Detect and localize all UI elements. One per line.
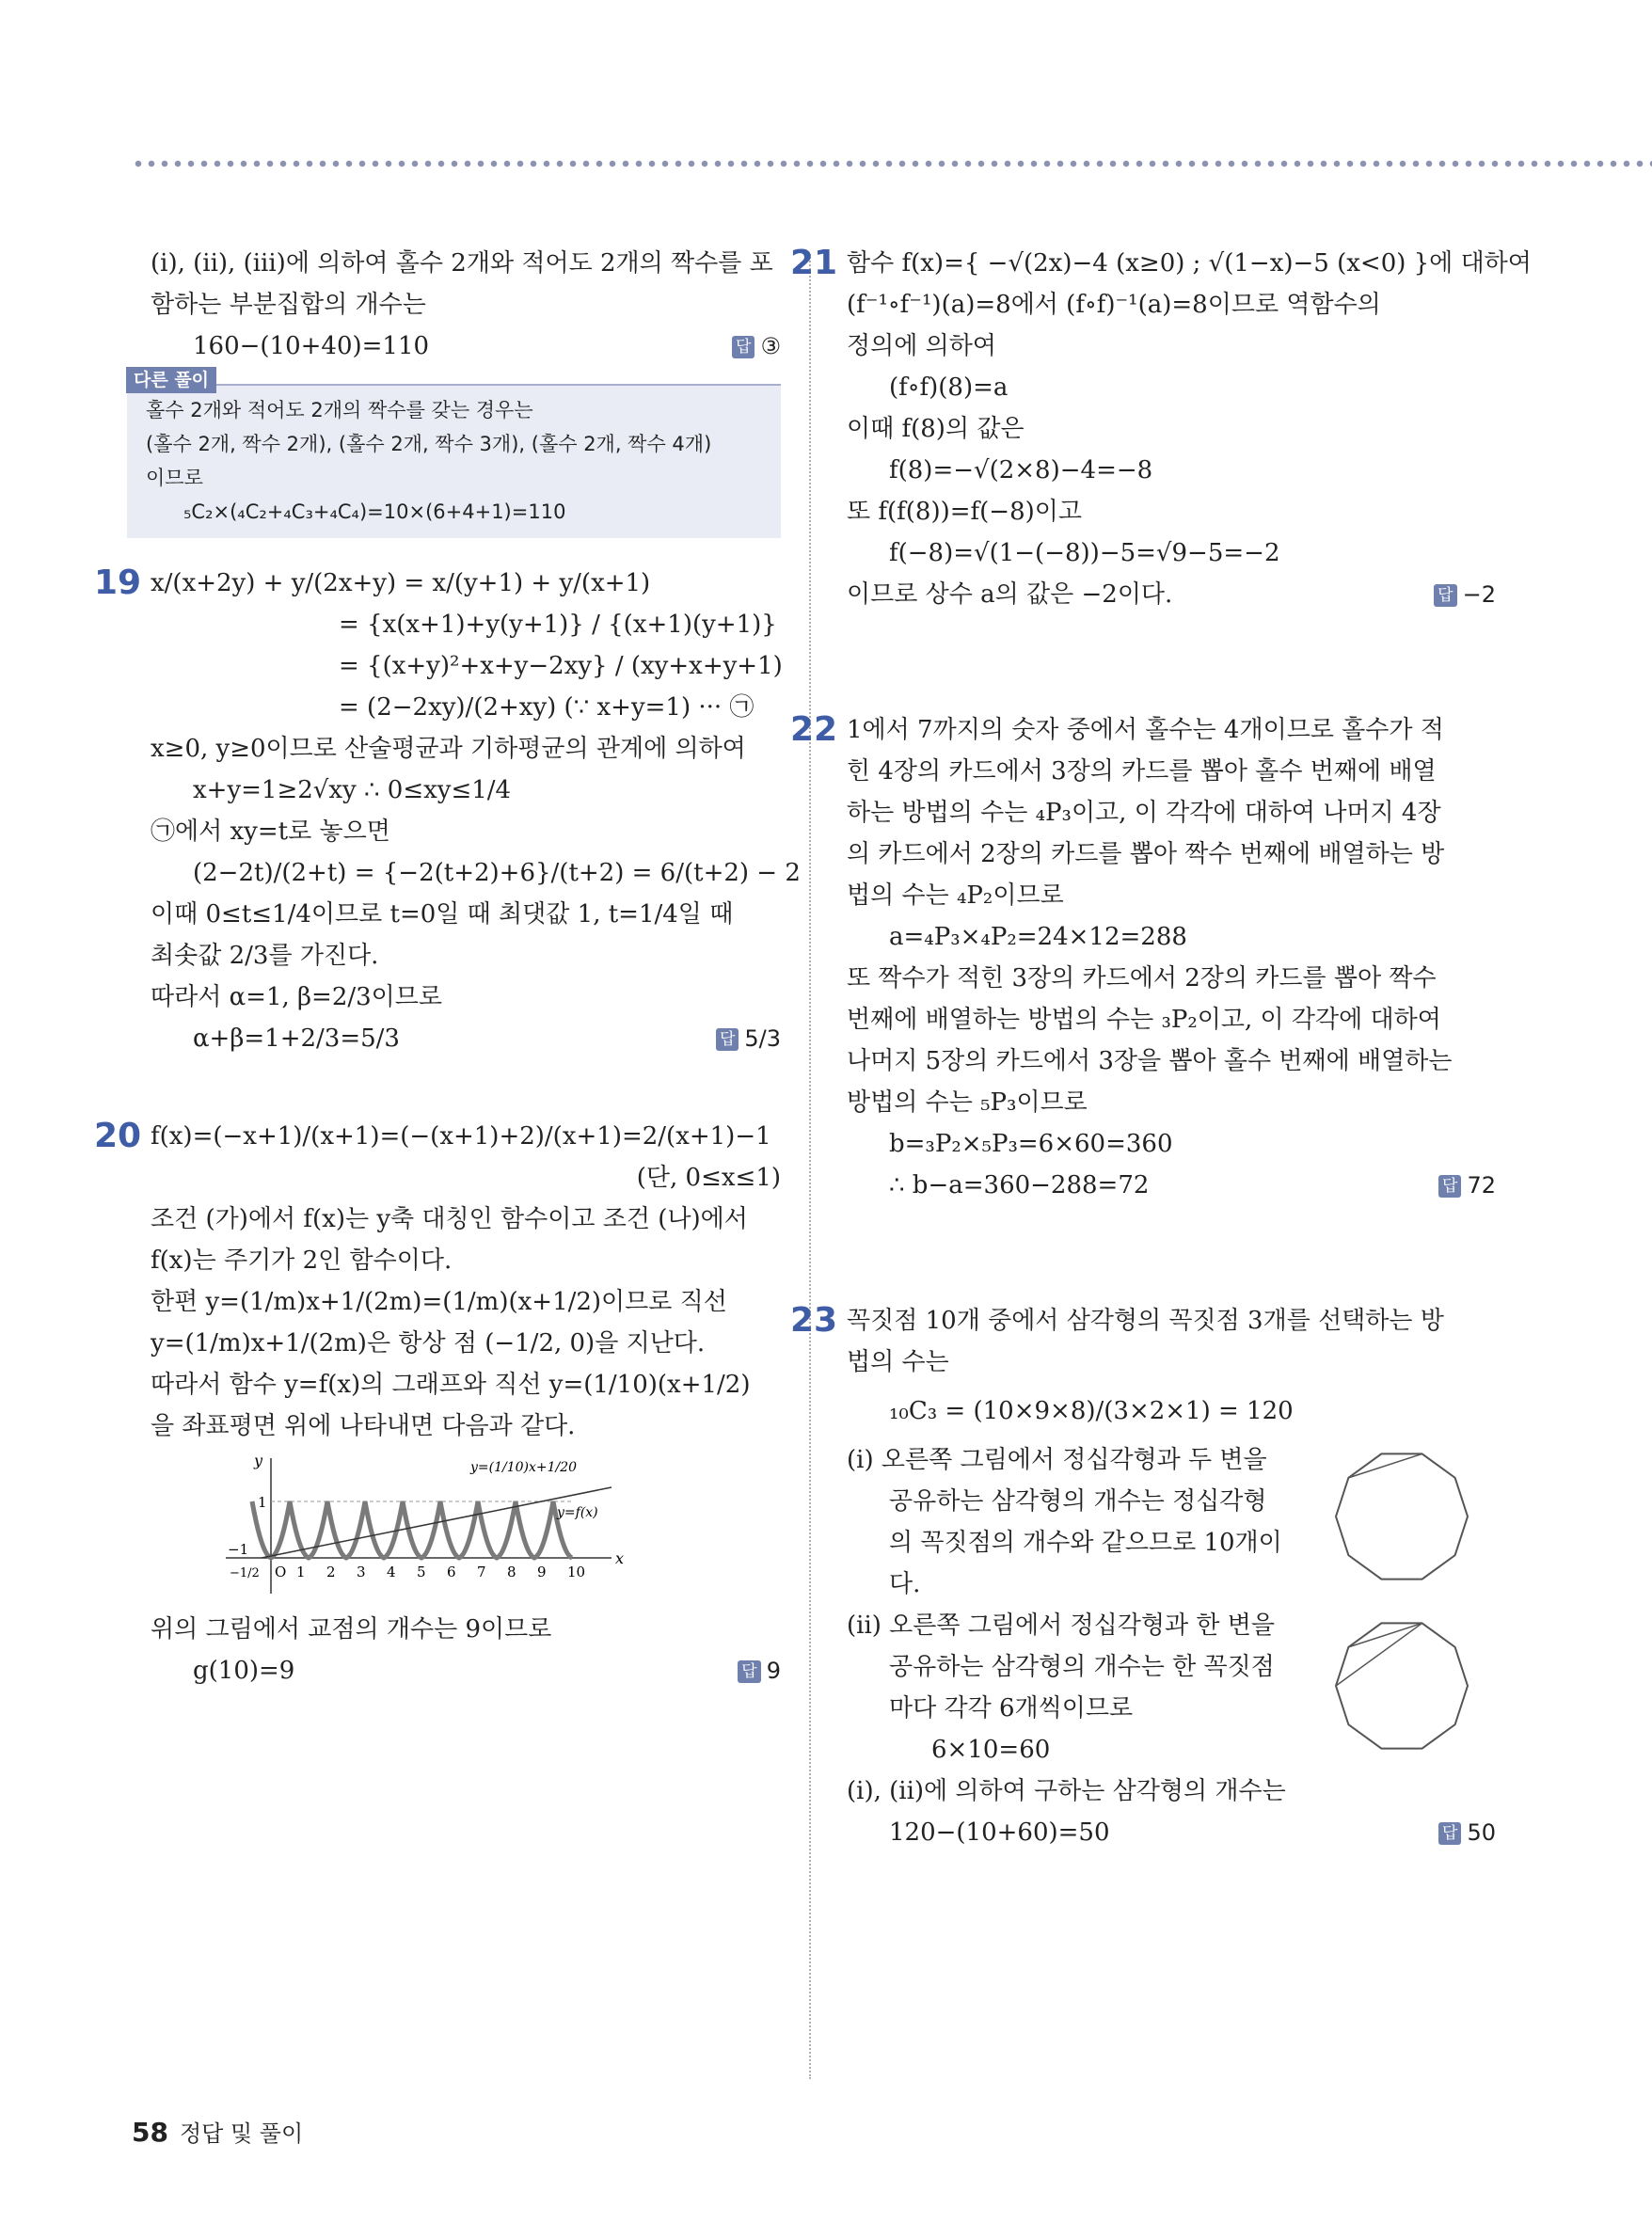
- neg-x-tick: −1: [228, 1541, 249, 1558]
- page-footer: [132, 2115, 303, 2148]
- solution-line: y=(1/m)x+1/(2m)은 항상 점 (−1/2, 0)을 지난다.: [151, 1329, 706, 1358]
- solution-line: (f⁻¹∘f⁻¹)(a)=8에서 (f∘f)⁻¹(a)=8이므로 역함수의: [847, 291, 1381, 319]
- answer-value: −2: [1462, 581, 1496, 608]
- solution-line: 1에서 7까지의 숫자 중에서 홀수는 4개이므로 홀수가 적: [847, 716, 1444, 744]
- answer-value: 72: [1467, 1172, 1496, 1199]
- x-tick-label: 3: [357, 1564, 366, 1580]
- answer-value: 9: [766, 1658, 781, 1684]
- solution-line: [847, 1165, 1496, 1206]
- solution-line: 을 좌표평면 위에 나타내면 다음과 같다.: [151, 1412, 576, 1440]
- solution-line: 꼭짓점 10개 중에서 삼각형의 꼭짓점 3개를 선택하는 방: [847, 1307, 1444, 1335]
- x-tick-label: 2: [326, 1564, 336, 1580]
- y-tick: 1: [258, 1494, 267, 1511]
- solution-line: ₁₀C₃ = (10×9×8)/(3×2×1) = 120: [889, 1397, 1294, 1425]
- solution-line: 위의 그림에서 교점의 개수는 9이므로: [151, 1615, 552, 1643]
- solution-line: 하는 방법의 수는 ₄P₃이고, 이 각각에 대하여 나머지 4장: [847, 799, 1441, 827]
- solution-line: (단, 0≤x≤1): [636, 1164, 781, 1192]
- solution-line: 또 f(f(8))=f(−8)이고: [847, 498, 1082, 526]
- solution-line: 힌 4장의 카드에서 3장의 카드를 뽑아 홀수 번째에 배열: [847, 757, 1437, 786]
- solution-line: f(x)=(−x+1)/(x+1)=(−(x+1)+2)/(x+1)=2/(x+1)−1: [151, 1122, 771, 1151]
- solution-line: 방법의 수는 ₅P₃이므로: [847, 1088, 1088, 1117]
- solution-line: b=₃P₂×₅P₃=6×60=360: [889, 1130, 1173, 1158]
- solution-line: 공유하는 삼각형의 개수는 한 꼭짓점: [889, 1653, 1275, 1681]
- final-formula: g(10)=9: [193, 1657, 295, 1685]
- problem-23: [790, 1300, 1496, 1853]
- problem-19: [94, 563, 801, 1059]
- solution-line: 마다 각각 6개씩이므로: [889, 1694, 1134, 1723]
- solution-line: ㉠에서 xy=t로 놓으면: [151, 818, 390, 846]
- problem-20: [94, 1116, 781, 1691]
- solution-line: x/(x+2y) + y/(2x+y) = x/(y+1) + y/(x+1): [151, 569, 651, 597]
- solution-line: f(−8)=√(1−(−8))−5=√9−5=−2: [889, 539, 1280, 567]
- x-tick-label: 1: [296, 1564, 306, 1580]
- solution-line: 이때 f(8)의 값은: [847, 415, 1025, 443]
- neg-half-tick: −1/2: [230, 1566, 260, 1580]
- problem-number: 22: [790, 710, 838, 749]
- answer-badge: [738, 1650, 781, 1691]
- answer-tag: 답: [1438, 1175, 1461, 1198]
- curve-label: y=f(x): [557, 1505, 598, 1520]
- solution-line: [847, 1812, 1496, 1853]
- solution-line: f(8)=−√(2×8)−4=−8: [889, 456, 1153, 484]
- solution-line: 따라서 α=1, β=2/3이므로: [151, 983, 443, 1011]
- top-dotted-rule: [132, 160, 1652, 167]
- solution-line: 다.: [889, 1570, 921, 1598]
- footer-title: 정답 및 풀이: [179, 2120, 304, 2147]
- origin-label: O: [275, 1564, 287, 1580]
- right-column: [790, 243, 1532, 1853]
- solution-line: = {(x+y)²+x+y−2xy} / (xy+x+y+1): [339, 652, 783, 680]
- solution-line: (f∘f)(8)=a: [889, 373, 1009, 402]
- answer-badge: [1434, 574, 1496, 615]
- solution-line: 의 꼭짓점의 개수와 같으므로 10개이: [889, 1529, 1282, 1557]
- x-tick-label: 5: [417, 1564, 426, 1580]
- problem-number: 19: [94, 564, 142, 602]
- solution-line: 함수 f(x)={ −√(2x)−4 (x≥0) ; √(1−x)−5 (x<0) }에 대하여: [847, 249, 1532, 278]
- solution-line: = {x(x+1)+y(y+1)} / {(x+1)(y+1)}: [339, 611, 777, 639]
- intro-result: 160−(10+40)=110: [193, 332, 430, 360]
- alt-solution-label: 다른 풀이: [126, 367, 216, 393]
- solution-line: 법의 수는 ₄P₂이므로: [847, 881, 1064, 910]
- solution-line: 번째에 배열하는 방법의 수는 ₃P₂이고, 이 각각에 대하여: [847, 1006, 1441, 1034]
- solution-line: (2−2t)/(2+t) = {−2(t+2)+6}/(t+2) = 6/(t+2) − 2: [193, 859, 801, 887]
- solution-line: [151, 1018, 781, 1059]
- solution-line: 최솟값 2/3를 가진다.: [151, 942, 379, 970]
- solution-line: 나머지 5장의 카드에서 3장을 뽑아 홀수 번째에 배열하는: [847, 1047, 1453, 1075]
- answer-tag: 답: [1434, 584, 1456, 607]
- problem-21: [790, 243, 1532, 615]
- solution-line: [151, 1650, 781, 1691]
- answer-value: ③: [760, 333, 781, 359]
- solution-line: (ii) 오른쪽 그림에서 정십각형과 한 변을: [847, 1612, 1275, 1640]
- answer-badge: [732, 326, 781, 367]
- problem-number: 20: [94, 1117, 142, 1155]
- alt-line: ₅C₂×(₄C₂+₄C₃+₄C₄)=10×(6+4+1)=110: [183, 500, 566, 523]
- problem-22: [790, 709, 1496, 1206]
- answer-tag: 답: [1438, 1822, 1461, 1845]
- answer-value: 5/3: [744, 1025, 781, 1052]
- solution-line: 법의 수는: [847, 1348, 949, 1376]
- solution-line: 또 짝수가 적힌 3장의 카드에서 2장의 카드를 뽑아 짝수: [847, 964, 1437, 992]
- solution-line: x≥0, y≥0이므로 산술평균과 기하평균의 관계에 의하여: [151, 735, 746, 763]
- solution-line: 조건 (가)에서 f(x)는 y축 대칭인 함수이고 조건 (나)에서: [151, 1205, 748, 1233]
- solution-line: (i) 오른쪽 그림에서 정십각형과 두 변을: [847, 1446, 1267, 1474]
- x-axis-label: x: [615, 1549, 625, 1567]
- line-label: y=(1/10)x+1/20: [470, 1460, 578, 1475]
- y-axis-label: y: [254, 1453, 263, 1469]
- alt-line: (홀수 2개, 짝수 2개), (홀수 2개, 짝수 3개), (홀수 2개, 짝수 4개): [146, 433, 712, 455]
- x-tick-label: 4: [387, 1564, 396, 1580]
- x-tick-label: 7: [477, 1564, 486, 1580]
- solution-line: = (2−2xy)/(2+xy) (∵ x+y=1) ··· ㉠: [339, 693, 755, 722]
- answer-tag: 답: [716, 1028, 739, 1051]
- alt-solution-box: [127, 370, 781, 538]
- x-tick-label: 10: [567, 1564, 586, 1580]
- problem-number: 21: [790, 244, 838, 282]
- solution-line: 의 카드에서 2장의 카드를 뽑아 짝수 번째에 배열하는 방: [847, 840, 1445, 868]
- solution-line: f(x)는 주기가 2인 함수이다.: [151, 1246, 453, 1275]
- answer-badge: [716, 1018, 781, 1059]
- intro-line: 함하는 부분집합의 개수는: [151, 291, 426, 319]
- answer-tag: 답: [738, 1660, 760, 1683]
- periodic-graph: [216, 1453, 630, 1603]
- final-formula: 120−(10+60)=50: [889, 1818, 1110, 1847]
- solution-line: 한편 y=(1/m)x+1/(2m)=(1/m)(x+1/2)이므로 직선: [151, 1288, 727, 1316]
- answer-tag: 답: [732, 336, 755, 358]
- problem-number: 23: [790, 1301, 838, 1340]
- answer-badge: [1438, 1812, 1496, 1853]
- x-tick-group: [296, 1564, 585, 1580]
- solution-line: 정의에 의하여: [847, 332, 996, 360]
- solution-line: 공유하는 삼각형의 개수는 정십각형: [889, 1487, 1267, 1516]
- solution-line: 따라서 함수 y=f(x)의 그래프와 직선 y=(1/10)(x+1/2): [151, 1371, 751, 1399]
- solution-line: 이때 0≤t≤1/4이므로 t=0일 때 최댓값 1, t=1/4일 때: [151, 900, 734, 929]
- final-formula: α+β=1+2/3=5/3: [193, 1024, 400, 1053]
- answer-value: 50: [1467, 1819, 1496, 1846]
- x-tick-label: 6: [447, 1564, 456, 1580]
- solution-line: 6×10=60: [931, 1736, 1051, 1764]
- answer-badge: [1438, 1165, 1496, 1206]
- solution-line: (i), (ii)에 의하여 구하는 삼각형의 개수는: [847, 1777, 1286, 1805]
- solution-line: x+y=1≥2√xy ∴ 0≤xy≤1/4: [193, 776, 512, 804]
- solution-line: a=₄P₃×₄P₂=24×12=288: [889, 923, 1187, 951]
- final-formula: ∴ b−a=360−288=72: [889, 1171, 1150, 1199]
- alt-line: 홀수 2개와 적어도 2개의 짝수를 갖는 경우는: [146, 399, 533, 421]
- intro-formula: [151, 326, 781, 367]
- x-tick-label: 9: [537, 1564, 547, 1580]
- final-text: 이므로 상수 a의 값은 −2이다.: [847, 580, 1173, 609]
- intro-line: (i), (ii), (iii)에 의하여 홀수 2개와 적어도 2개의 짝수를 포: [151, 249, 773, 278]
- page-number: 58: [132, 2117, 168, 2148]
- alt-line: 이므로: [146, 467, 203, 489]
- solution-line: [847, 574, 1496, 615]
- left-column: [94, 243, 801, 1691]
- column-divider: [809, 254, 811, 2079]
- x-tick-label: 8: [507, 1564, 516, 1580]
